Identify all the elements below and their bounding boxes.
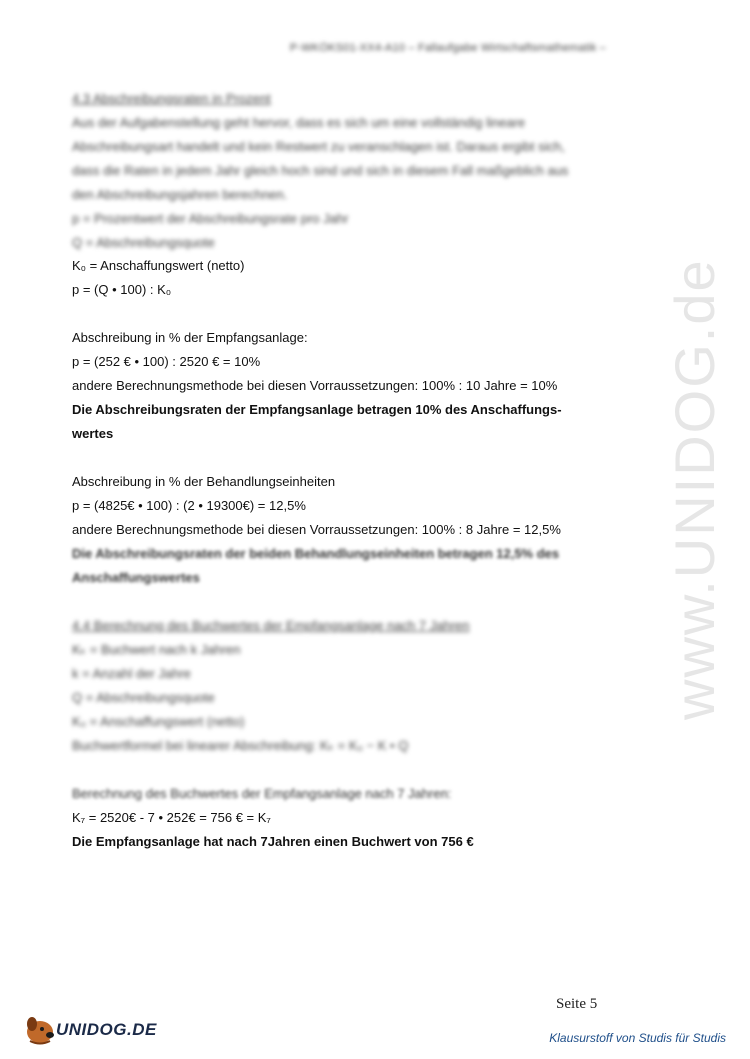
empfang-result-cont: wertes bbox=[72, 426, 114, 441]
buchwert-calc: K₇ = 2520€ - 7 • 252€ = 756 € = K₇ bbox=[72, 810, 271, 825]
empfang-alt-method: andere Berechnungsmethode bei diesen Vorraussetzungen: 100% : 10 Jahre = 10% bbox=[72, 378, 558, 393]
definition-line: Kₖ = Buchwert nach k Jahren bbox=[72, 642, 241, 657]
behandlung-alt-method: andere Berechnungsmethode bei diesen Vorraussetzungen: 100% : 8 Jahre = 12,5% bbox=[72, 522, 561, 537]
empfang-result: Die Abschreibungsraten der Empfangsanlage betragen 10% des Anschaffungs- bbox=[72, 402, 562, 417]
watermark: www.UNIDOG.de bbox=[663, 258, 726, 720]
behandlung-title: Abschreibung in % der Behandlungseinheiten bbox=[72, 474, 336, 489]
footer-slogan: Klausurstoff von Studis für Studis bbox=[549, 1031, 726, 1045]
buchwert-formula: Buchwertformel bei linearer Abschreibung: Kₖ = K₀ − K • Q bbox=[72, 738, 409, 753]
definition-line: k = Anzahl der Jahre bbox=[72, 666, 191, 681]
section-heading-4-4: 4.4 Berechnung des Buchwertes der Empfangsanlage nach 7 Jahren bbox=[72, 618, 470, 633]
behandlung-calc: p = (4825€ • 100) : (2 • 19300€) = 12,5% bbox=[72, 498, 306, 513]
paragraph-line: Aus der Aufgabenstellung geht hervor, dass es sich um eine vollständig lineare bbox=[72, 115, 526, 130]
definition-line: Q = Abschreibungsquote bbox=[72, 690, 215, 705]
buchwert-calc-title: Berechnung des Buchwertes der Empfangsanlage nach 7 Jahren: bbox=[72, 786, 452, 801]
paragraph-line: Abschreibungsart handelt und kein Restwert zu veranschlagen ist. Daraus ergibt sich, bbox=[72, 139, 565, 154]
behandlung-result: Die Abschreibungsraten der beiden Behandlungseinheiten betragen 12,5% des bbox=[72, 546, 560, 561]
page-number: Seite 5 bbox=[556, 996, 598, 1012]
formula-p: p = (Q • 100) : K₀ bbox=[72, 282, 172, 297]
empfang-calc: p = (252 € • 100) : 2520 € = 10% bbox=[72, 354, 261, 369]
definition-line: Q = Abschreibungsquote bbox=[72, 235, 215, 250]
section-heading-4-3: 4.3 Abschreibungsraten in Prozent bbox=[72, 91, 271, 106]
page-header: P-WKÖKS01-XX4-A10 – Fallaufgabe Wirtschaftsmathematik – bbox=[289, 42, 606, 54]
paragraph-line: den Abschreibungsjahren berechnen. bbox=[72, 187, 288, 202]
buchwert-result: Die Empfangsanlage hat nach 7Jahren einen Buchwert von 756 € bbox=[72, 834, 474, 849]
definition-line: K₀ = Anschaffungswert (netto) bbox=[72, 714, 245, 729]
empfang-title: Abschreibung in % der Empfangsanlage: bbox=[72, 330, 308, 345]
behandlung-result-cont: Anschaffungswertes bbox=[72, 570, 200, 585]
logo-text: UNIDOG.DE bbox=[56, 1020, 157, 1039]
definition-k0: K₀ = Anschaffungswert (netto) bbox=[72, 258, 245, 273]
definition-line: p = Prozentwert der Abschreibungsrate pro Jahr bbox=[72, 211, 349, 226]
paragraph-line: dass die Raten in jedem Jahr gleich hoch sind und sich in diesem Fall maßgeblich aus bbox=[72, 163, 569, 178]
